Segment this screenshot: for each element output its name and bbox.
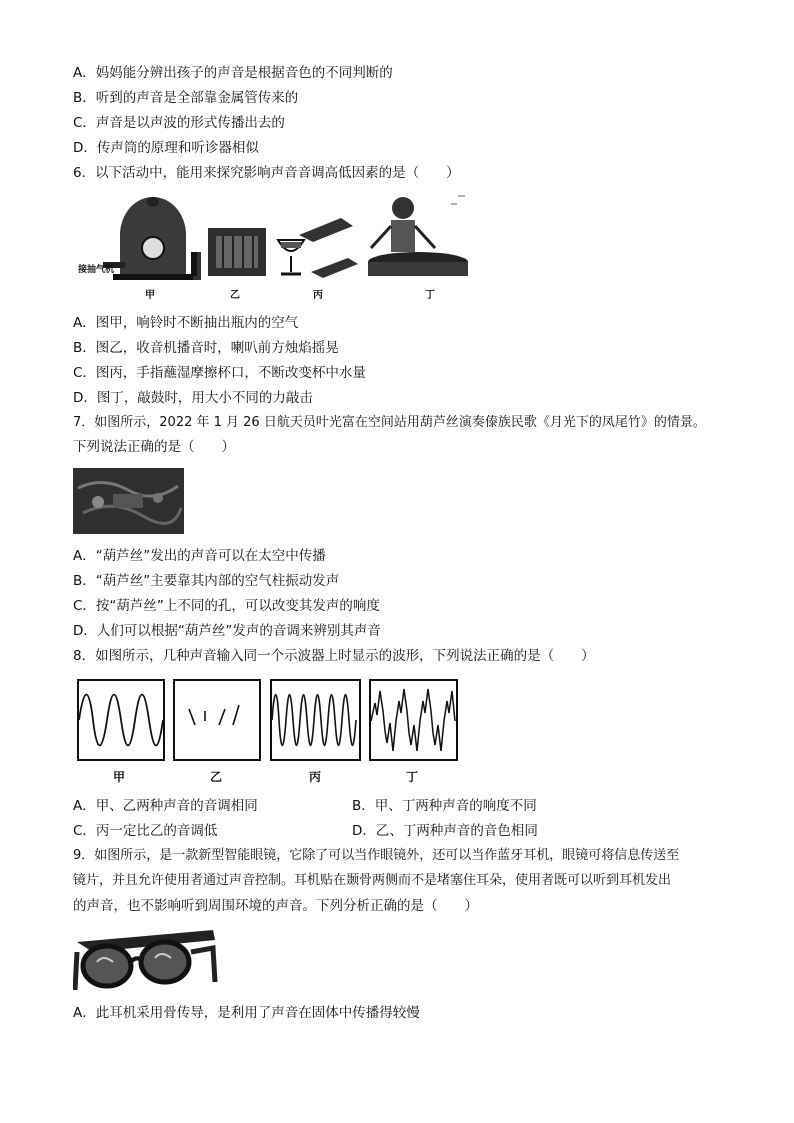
waveform-yi-plot: [175, 681, 259, 759]
q5-option-b: B．听到的声音是全部靠金属管传来的: [73, 90, 299, 106]
bell-jar-illustration: [103, 197, 201, 280]
q8-option-b: B．甲、丁两种声音的响度不同: [352, 798, 537, 814]
waveform-ding-plot: [371, 681, 456, 759]
figure-label-bing: 丙: [313, 290, 323, 301]
q9-stem-line3: 的声音，也不影响听到周围环境的声音。下列分析正确的是（ ）: [73, 898, 478, 914]
q7-stem-line2: 下列说法正确的是（ ）: [73, 439, 235, 455]
waveform-yi: [173, 679, 261, 761]
q6-option-a: A．图甲，响铃时不断抽出瓶内的空气: [73, 315, 299, 331]
q7-option-b: B．“葫芦丝”主要靠其内部的空气柱振动发声: [73, 573, 340, 589]
q6-figure-drawing: [73, 190, 475, 302]
waveform-jia-plot: [79, 681, 163, 759]
q6-option-b: B．图乙，收音机播音时，喇叭前方烛焰摇晃: [73, 340, 339, 356]
wave-label-bing: 丙: [309, 770, 322, 784]
q7-option-c: C．按“葫芦丝”上不同的孔，可以改变其发声的响度: [73, 598, 380, 614]
q7-option-d: D．人们可以根据“葫芦丝”发声的音调来辨别其声音: [73, 623, 381, 639]
figure-label-ding: 丁: [425, 290, 435, 301]
waveform-bing-plot: [272, 681, 359, 759]
q9-stem-line2: 镜片，并且允许使用者通过声音控制。耳机贴在颞骨两侧而不是堵塞住耳朵，使用者既可以听到耳机发出: [73, 873, 672, 888]
q9-stem-line1: 9．如图所示，是一款新型智能眼镜，它除了可以当作眼镜外，还可以当作蓝牙耳机，眼镜可将信息传送至: [73, 848, 680, 863]
waveform-bing: [270, 679, 361, 761]
drummer-illustration: [368, 196, 468, 276]
smart-glasses-drawing: [73, 922, 218, 994]
radio-illustration: [191, 228, 266, 276]
q5-option-d: D．传声筒的原理和听诊器相似: [73, 140, 259, 156]
vacuum-pump-annotation: 接抽气机: [78, 265, 115, 275]
q7-stem-line1: 7．如图所示，2022 年 1 月 26 日航天员叶光富在空间站用葫芦丝演奏傣族民歌《月光下的凤尾竹》的情景。: [73, 415, 706, 430]
figure-label-yi: 乙: [230, 290, 240, 301]
q7-option-a: A．“葫芦丝”发出的声音可以在太空中传播: [73, 548, 326, 564]
waveform-jia: [77, 679, 165, 761]
wave-label-jia: 甲: [113, 770, 126, 784]
waveform-ding: [369, 679, 458, 761]
wine-glass-illustration: [278, 218, 358, 278]
q9-smart-glasses-figure: [73, 922, 218, 994]
q5-option-c: C．声音是以声波的形式传播出去的: [73, 115, 285, 131]
q8-option-a: A．甲、乙两种声音的音调相同: [73, 798, 258, 814]
wave-label-ding: 丁: [406, 770, 419, 784]
q6-figure: [73, 190, 475, 302]
wave-label-yi: 乙: [210, 770, 223, 784]
q7-photo-texture: [73, 468, 184, 534]
q6-stem: 6．以下活动中，能用来探究影响声音音调高低因素的是（ ）: [73, 165, 460, 181]
q7-photo: [73, 468, 184, 534]
q8-option-d: D．乙、丁两种声音的音色相同: [352, 823, 538, 839]
q6-option-d: D．图丁，敲鼓时，用大小不同的力敲击: [73, 390, 313, 406]
q8-stem: 8．如图所示，几种声音输入同一个示波器上时显示的波形，下列说法正确的是（ ）: [73, 648, 595, 664]
q5-option-a: A．妈妈能分辨出孩子的声音是根据音色的不同判断的: [73, 65, 393, 81]
q9-option-a: A．此耳机采用骨传导，是利用了声音在固体中传播得较慢: [73, 1005, 420, 1021]
q8-option-c: C．丙一定比乙的音调低: [73, 823, 218, 839]
figure-label-jia: 甲: [145, 290, 155, 301]
q6-option-c: C．图丙，手指蘸湿摩擦杯口，不断改变杯中水量: [73, 365, 366, 381]
